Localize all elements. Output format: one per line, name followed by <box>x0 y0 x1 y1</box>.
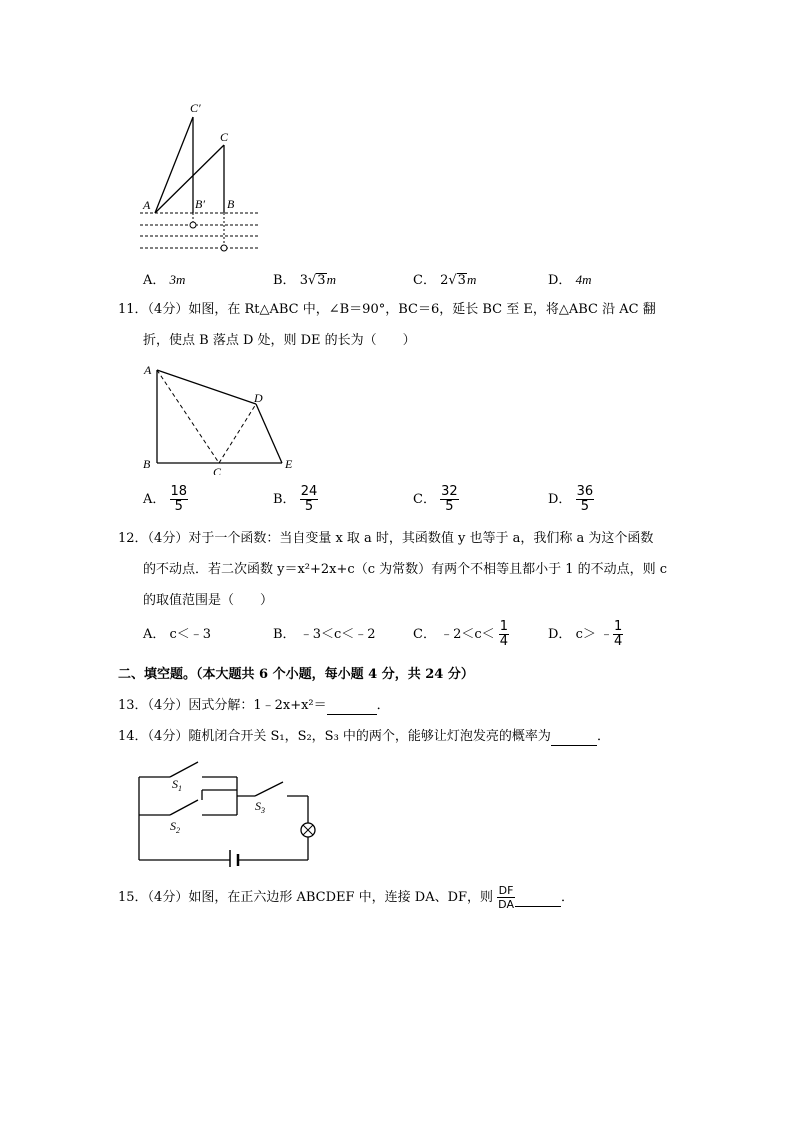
q12-line2: 的不动点．若二次函数 y＝x²+2x+c（c 为常数）有两个不相等且都小于 1 的不动点，则 c <box>143 562 668 577</box>
label-C: C <box>220 130 229 144</box>
segment-DE <box>256 404 282 463</box>
q10-option-b: B． 3√3m <box>273 272 336 288</box>
label-B: B <box>143 457 151 471</box>
q10-option-a: A． 3m <box>143 272 186 288</box>
label-A: A <box>144 363 152 377</box>
label-B: B <box>227 197 235 211</box>
q11-option-a: A． $\frac{18}{5}$ <box>143 484 188 514</box>
q11-line1: 11．（4分）如图，在 Rt△ABC 中，∠B＝90°，BC＝6，延长 BC 至 E，将△ABC 沿 AC 翻 <box>118 302 656 317</box>
label-D: D <box>254 391 263 405</box>
q10-option-c: C． 2√3m <box>413 272 477 288</box>
q11-option-b: B． $\frac{24}{5}$ <box>273 484 318 514</box>
label-A: A <box>143 198 151 212</box>
q11-line2: 折，使点 B 落点 D 处，则 DE 的长为（ ） <box>143 333 416 348</box>
label-C: C <box>213 465 222 475</box>
segment-AC-dashed <box>157 370 219 463</box>
label-s1: $S_1$ <box>172 777 182 793</box>
switch-s1 <box>170 762 198 777</box>
q11-option-d: D． $\frac{36}{5}$ <box>548 484 594 514</box>
label-s2: $S_2$ <box>170 819 180 835</box>
q11-option-c: C． $\frac{32}{5}$ <box>413 484 458 514</box>
q14-line: 14．（4分）随机闭合开关 S₁，S₂，S₃ 中的两个，能够让灯泡发亮的概率为 ． <box>118 729 610 744</box>
q15-line: 15．（4分）如图，在正六边形 ABCDEF 中，连接 DA、DF，则 $\frac{DF}{DA}$ ． <box>118 884 574 911</box>
q12-line1: 12．（4分）对于一个函数：当自变量 x 取 a 时，其函数值 y 也等于 a，我们称 a 为这个函数 <box>118 531 654 546</box>
q10-option-d: D． 4m <box>548 272 592 288</box>
label-B-prime: B′ <box>195 197 205 211</box>
q12-option-c: C． ﹣2＜c＜ $\frac{1}{4}$ <box>413 619 509 649</box>
q12-line3: 的取值范围是（ ） <box>143 593 274 608</box>
segment-AC-prime <box>155 117 193 213</box>
switch-s2 <box>170 800 198 815</box>
point-circle <box>221 245 227 251</box>
point-circle <box>190 222 196 228</box>
q12-option-b: B． ﹣3＜c＜﹣2 <box>273 627 376 642</box>
q12-option-a: A． c＜﹣3 <box>143 627 212 642</box>
q13-line: 13．（4分）因式分解：1﹣2x+x²＝ ． <box>118 698 390 713</box>
segment-AC <box>155 145 224 213</box>
q12-option-d: D． c＞ ﹣ $\frac{1}{4}$ <box>548 619 623 649</box>
q10-figure <box>130 95 270 255</box>
label-C-prime: C′ <box>190 101 201 115</box>
label-s3: $S_3$ <box>255 799 265 815</box>
switch-s3 <box>255 782 283 796</box>
q14-circuit <box>130 752 320 867</box>
q11-figure <box>135 360 315 475</box>
label-E: E <box>285 457 293 471</box>
segment-CD-dashed <box>219 404 256 463</box>
segment-AD <box>157 370 256 404</box>
section-heading: 二、填空题。（本大题共 6 个小题，每小题 4 分，共 24 分） <box>118 667 474 682</box>
